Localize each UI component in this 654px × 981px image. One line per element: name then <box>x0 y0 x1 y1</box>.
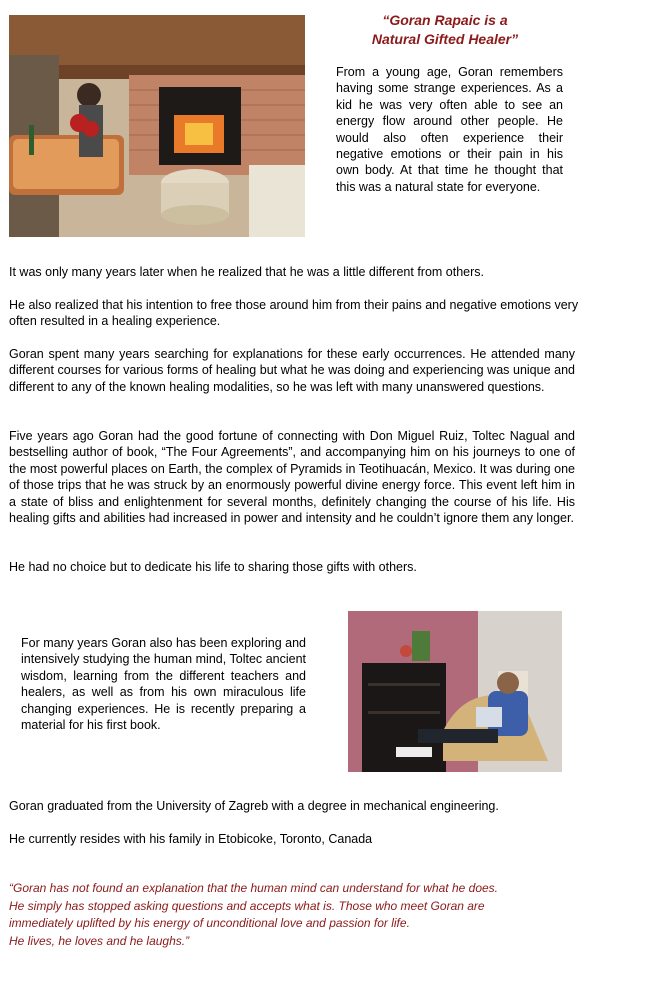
quote-line-4: He lives, he loves and he laughs.” <box>9 933 190 948</box>
photo-fireplace-room <box>9 15 305 237</box>
education-paragraph: Goran graduated from the University of Zagreb with a degree in mechanical engineering. <box>9 799 499 813</box>
paragraph-five-years: Five years ago Goran had the good fortune of connecting with Don Miguel Ruiz, Toltec Nagual and bestselling author of book, “The Four Agreements”, and accompanying him on his journeys to one of the most powerful places on Earth, the complex of Pyramids in Teotihuacán, Mexico. It was during one of those trips that he was struck by an enormously powerful divine energy force. This event left him in a state of bliss and enlightenment for several months, definitely changing the course of his life. His healing gifts and abilities had increased in power and intensity and he couldn’t ignore them any longer. <box>9 429 575 526</box>
study-paragraph: For many years Goran also has been exploring and intensively studying the human mind, Toltec ancient wisdom, learning from the different teachers and healers, as well as from his own miraculous life changing experiences. He is recently preparing a material for his first book. <box>21 636 306 733</box>
paragraph-realized: It was only many years later when he realized that he was a little different from others. <box>9 265 484 279</box>
intro-paragraph: From a young age, Goran remembers having some strange experiences. As a kid he was very often able to see an energy flow around other people. He would also often experience their negative emotions or their pain in his own body. At that time he thought that this was a natural state for everyone. <box>336 65 563 194</box>
photo-reading-chair <box>348 611 562 772</box>
quote-line-1: “Goran has not found an explanation that the human mind can understand for what he does. <box>9 881 498 895</box>
closing-quote <box>9 880 609 950</box>
title-line-2: Natural Gifted Healer” <box>371 31 519 47</box>
quote-line-2: He simply has stopped asking questions and accepts what is. Those who meet Goran are <box>9 898 485 913</box>
page-title <box>340 11 550 49</box>
paragraph-search: Goran spent many years searching for explanations for these early occurrences. He attended many different courses for various forms of healing but what he was doing and experiencing was unique and different to any of the known healing modalities, so he was left with many unanswered questions. <box>9 347 575 394</box>
paragraph-intention: He also realized that his intention to free those around him from their pains and negative emotions very often resulted in a healing experience. <box>9 298 579 329</box>
title-line-1: “Goran Rapaic is a <box>382 12 508 28</box>
residence-paragraph: He currently resides with his family in Etobicoke, Toronto, Canada <box>9 832 373 846</box>
quote-line-3: immediately uplifted by his energy of unconditional love and passion for life. <box>9 916 410 930</box>
paragraph-dedicate: He had no choice but to dedicate his life to sharing those gifts with others. <box>9 560 417 574</box>
